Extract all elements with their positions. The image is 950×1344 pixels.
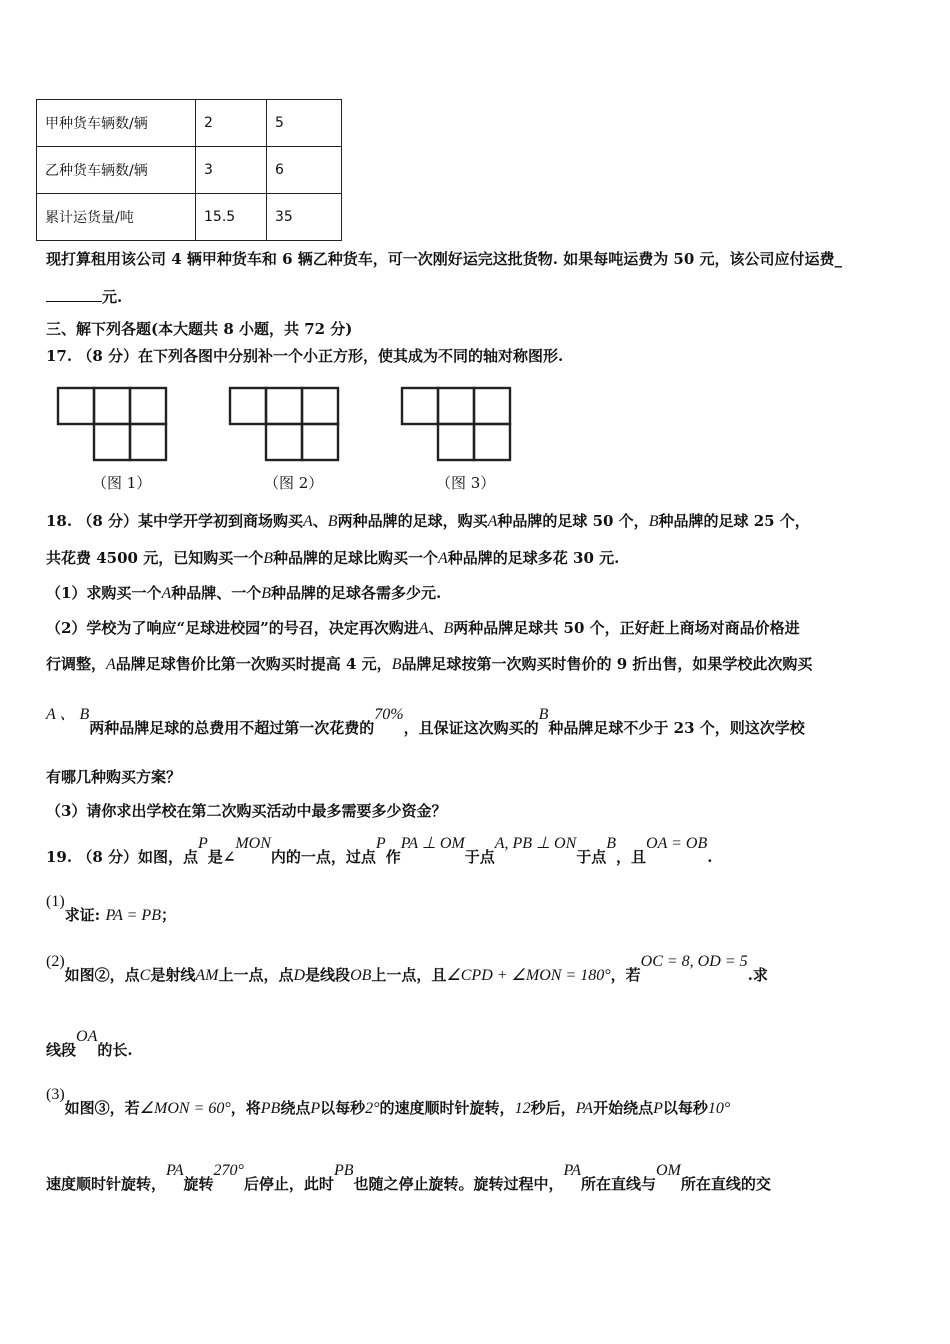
math-B: B [327,513,338,530]
math-AM: AM [195,967,219,984]
text: 种品牌的足球多花 30 元. [447,549,620,567]
q18-part2-line1: （2）学校为了响应“足球进校园”的号召，决定再次购进A、B两种品牌足球共 50 个，正好赶上商场对商品价格进 [46,619,800,637]
text: （1）求购买一个 [46,584,162,602]
text: 上一点，且 [371,966,447,984]
figure-1-caption: （图 1） [92,474,152,492]
q18-line1: 18. （8 分）某中学开学初到商场购买A、B两种品牌的足球，购买A种品牌的足球 50 个，B种品牌的足球 25 个， [46,512,810,530]
sub-number: (3) [46,1086,65,1103]
q18-part3: （3）请你求出学校在第二次购买活动中最多需要多少资金？ [46,802,447,820]
math-2deg: 2° [365,1100,380,1117]
text: 如图②，点 [64,966,140,984]
text: 线段 [46,1041,77,1059]
q18-part1 [46,582,441,603]
table-cell: 15.5 [196,194,267,241]
text: 后停止，此时 [243,1175,334,1193]
text: 的长. [97,1041,133,1059]
math-D: D [293,967,306,984]
math-C: C [139,967,151,984]
math-270deg: 270° [213,1162,244,1179]
text: 种品牌的足球比购买一个 [272,549,438,567]
table-row [37,100,342,147]
table-cell: 6 [267,147,342,194]
goods-table [36,99,342,241]
table-cell: 甲种货车辆数/辆 [37,100,196,147]
text: 于点 [576,848,607,866]
q19-sub2-line2 [46,1028,133,1060]
math-B: B [443,620,454,637]
text: （2）学校为了响应“足球进校园”的号召，决定再次购进 [46,619,419,637]
math-B: B [538,706,549,723]
q17-text: 17. （8 分）在下列各图中分别补一个小正方形，使其成为不同的轴对称图形. [46,347,564,365]
math-MON: MON [235,835,271,852]
text: 品牌足球售价比第一次购买时提高 4 元， [115,655,392,673]
text: 共花费 4500 元，已知购买一个 [46,549,264,567]
math-A: A [487,513,498,530]
text: 以每秒 [320,1099,366,1117]
text: 秒后， [530,1099,576,1117]
math-12: 12 [514,1100,531,1117]
text: 旋转 [183,1175,214,1193]
math-A: A [161,585,172,602]
text: 所在直线与 [580,1175,656,1193]
math-B: B [261,585,272,602]
text: 的速度顺时针旋转， [379,1099,515,1117]
text: 所在直线的交 [680,1175,771,1193]
table-row [37,147,342,194]
math-OC-OD: OC = 8, OD = 5 [640,953,748,970]
text: 种品牌的足球 50 个， [497,512,649,530]
math-B: B [391,656,402,673]
q19-sub3-line2 [46,1162,771,1194]
table-cell: 2 [196,100,267,147]
text: 行调整， [46,655,107,673]
math-P: P [197,835,208,852]
math-A: A [302,513,313,530]
text: 种品牌、一个 [171,584,262,602]
text: 种品牌足球不少于 23 个，则这次学校 [548,719,805,737]
math-PB: PB [333,1162,354,1179]
math-OA: OA [76,1028,98,1045]
table-cell: 5 [267,100,342,147]
q16-unit: 元. [102,288,123,306]
math-A: A [106,656,116,673]
math-AB: A 、 B [46,706,90,723]
text: 求证: [64,906,101,924]
text: ； [160,906,176,924]
text: 如图③，若 [64,1099,140,1117]
text: ，且 [616,848,647,866]
text: 速度顺时针旋转， [46,1175,167,1193]
q16-line2 [46,286,122,307]
math-A: A [418,620,429,637]
math-OA-eq-OB: OA = OB [646,835,708,852]
table-cell: 乙种货车辆数/辆 [37,147,196,194]
text: 开始绕点 [593,1099,654,1117]
text: 内的一点，过点 [270,848,376,866]
math-P: P [310,1100,321,1117]
text: 也随之停止旋转。旋转过程中， [353,1175,564,1193]
q16-line1: 现打算租用该公司 4 辆甲种货车和 6 辆乙种货车，可一次刚好运完这批货物. 如果每吨运费为 50 元，该公司应付运费_ [46,250,843,268]
table-row [37,194,342,241]
text: 19. （8 分）如图，点 [46,848,198,866]
text: 两种品牌足球共 50 个，正好赶上商场对商品价格进 [453,619,800,637]
q18-part2-line4: 有哪几种购买方案？ [46,768,182,786]
math-OM: OM [656,1162,681,1179]
math-B: B [648,513,659,530]
text: 是射线 [150,966,196,984]
math-A: A [438,550,448,567]
math-PA: PA [166,1162,184,1179]
table-cell: 累计运货量/吨 [37,194,196,241]
text: ，将 [230,1099,261,1117]
figure-3-caption: （图 3） [436,474,496,492]
text: 是∠ [207,848,236,866]
figure-2-caption: （图 2） [264,474,324,492]
math-PA: PA [575,1100,594,1117]
q19-sub2-line1 [46,953,768,985]
text: 品牌足球按第一次购买时售价的 9 折出售，如果学校此次购买 [401,655,813,673]
q18-part2-line2 [46,653,812,674]
text: ，若 [610,966,641,984]
q17-figures [40,380,540,470]
text: 上一点，点 [218,966,294,984]
sub-number: (2) [46,953,65,970]
math-PB-perp-ON: A, PB ⊥ ON [494,835,577,852]
text: . [707,848,713,866]
q19-sub1 [46,893,176,925]
q19-line1 [46,835,713,867]
math-OB: OB [350,967,372,984]
math-PA-perp-OM: PA ⊥ OM [400,835,465,852]
answer-blank [46,287,102,302]
math-angle-sum: ∠CPD + ∠MON = 180° [446,967,611,984]
text: 两种品牌足球的总费用不超过第一次花费的 [89,719,375,737]
text: 以每秒 [662,1099,708,1117]
text: 18. （8 分）某中学开学初到商场购买 [46,512,303,530]
text: 种品牌的足球 25 个， [658,512,810,530]
math-PA: PA [563,1162,581,1179]
text: 两种品牌的足球，购买 [337,512,488,530]
text: ，且保证这次购买的 [403,719,539,737]
math-percent: 70% [374,706,404,723]
q18-part2-line3 [46,706,805,738]
text: 作 [385,848,401,866]
q19-sub3-line1 [46,1086,731,1118]
table-cell: 3 [196,147,267,194]
text: 种品牌的足球各需多少元. [271,584,442,602]
q18-line2 [46,547,619,568]
math-PB: PB [260,1100,281,1117]
text: 绕点 [280,1099,311,1117]
math-P: P [653,1100,663,1117]
math-angle-60: ∠MON = 60° [139,1100,231,1117]
section-heading: 三、解下列各题(本大题共 8 小题，共 72 分) [46,320,353,338]
math-P: P [375,835,386,852]
text: 于点 [464,848,495,866]
math-10deg: 10° [707,1100,731,1117]
sub-number: (1) [46,893,65,910]
figure-3 [402,388,510,460]
text: 是线段 [305,966,351,984]
math-B: B [263,550,273,567]
math-B: B [606,835,617,852]
table-cell: 35 [267,194,342,241]
figure-1 [58,388,166,460]
figure-2 [230,388,338,460]
math-PA-eq-PB: PA = PB [105,907,161,924]
text: .求 [747,966,768,984]
